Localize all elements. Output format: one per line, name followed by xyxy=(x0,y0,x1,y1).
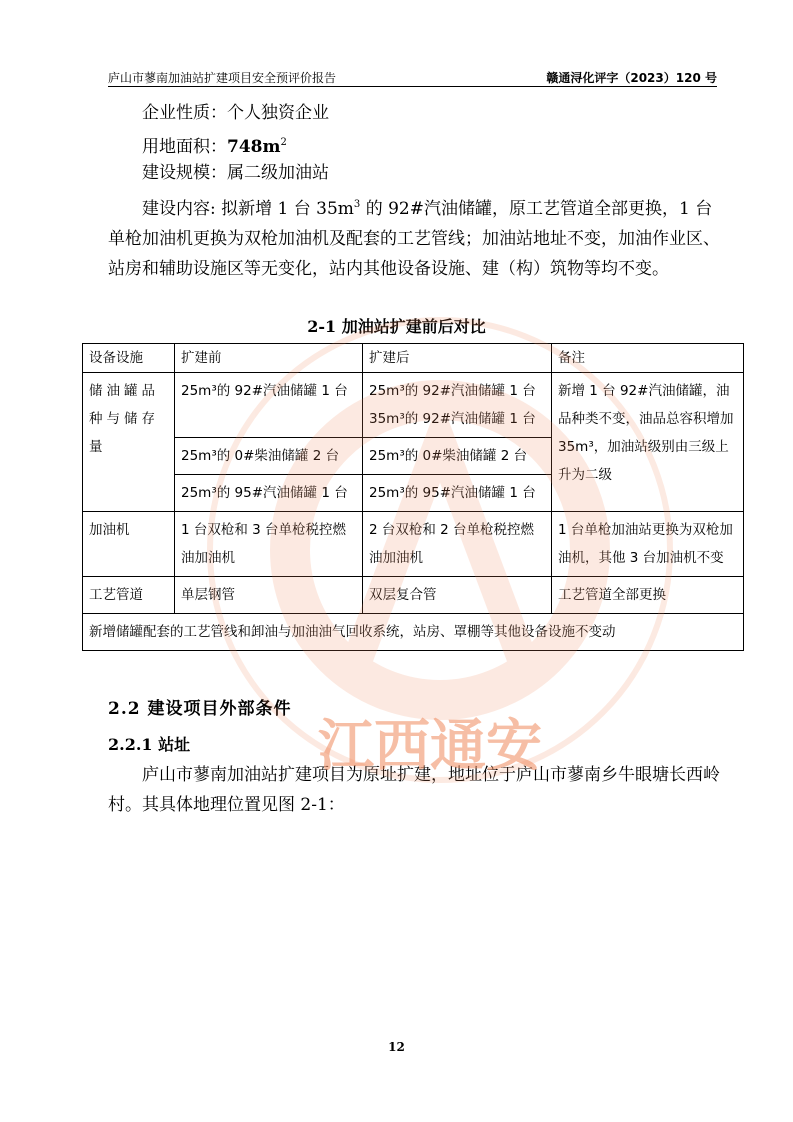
land-area xyxy=(108,128,720,162)
table-header-cell: 备注 xyxy=(552,344,744,373)
land-area-label: 用地面积： xyxy=(142,137,227,157)
table-row xyxy=(83,577,744,614)
header-report-number: 赣通浔化评字（2023）120 号 xyxy=(546,71,717,85)
tank-before-cell: 25m³的 95#汽油储罐 1 台 xyxy=(175,475,363,512)
tank-after-cell: 25m³的 92#汽油储罐 1 台 35m³的 92#汽油储罐 1 台 xyxy=(363,373,552,438)
land-area-value: 748m xyxy=(227,137,281,157)
table-caption: 2-1 加油站扩建前后对比 xyxy=(307,317,486,336)
dispenser-note-cell: 1 台单枪加油站更换为双枪加油机，其他 3 台加油机不变 xyxy=(552,512,744,577)
land-area-sup: 2 xyxy=(280,137,287,148)
watermark-text: 江西通安 xyxy=(318,714,542,779)
dispenser-after-cell: 2 台双枪和 2 台单枪税控燃油加油机 xyxy=(363,512,552,577)
tank-before-cell: 25m³的 92#汽油储罐 1 台 xyxy=(175,373,363,438)
table-row xyxy=(83,512,744,577)
dispenser-before-cell: 1 台双枪和 3 台单枪税控燃油加油机 xyxy=(175,512,363,577)
dispenser-label-cell: 加油机 xyxy=(83,512,175,577)
subsection-heading: 2.2.1 站址 xyxy=(108,735,191,754)
content-part-a: 建设内容: 拟新增 1 台 35m xyxy=(142,199,354,219)
pipe-note-cell: 工艺管道全部更换 xyxy=(552,577,744,614)
pipe-after-cell: 双层复合管 xyxy=(363,577,552,614)
pipe-before-cell: 单层钢管 xyxy=(175,577,363,614)
tank-after-cell: 25m³的 95#汽油储罐 1 台 xyxy=(363,475,552,512)
header-title: 庐山市蓼南加油站扩建项目安全预评价报告 xyxy=(108,71,337,85)
table-row xyxy=(83,614,744,651)
site-paragraph: 庐山市蓼南加油站扩建项目为原址扩建，地址位于庐山市蓼南乡牛眼塘长西岭村。其具体地理位置见图 2-1： xyxy=(108,765,720,815)
section-heading: 2.2 建设项目外部条件 xyxy=(108,699,292,719)
enterprise-nature: 企业性质：个人独资企业 xyxy=(142,103,329,123)
pipe-label-cell: 工艺管道 xyxy=(83,577,175,614)
tank-after-cell: 25m³的 0#柴油储罐 2 台 xyxy=(363,438,552,475)
page-number: 12 xyxy=(388,1040,405,1054)
construction-content xyxy=(108,190,720,284)
page-header xyxy=(108,66,717,87)
table-header-row xyxy=(83,344,744,373)
comparison-table xyxy=(82,343,744,651)
table-header-cell: 扩建后 xyxy=(363,344,552,373)
tank-label-cell: 储油罐品种与储存量 xyxy=(83,373,175,512)
table-row xyxy=(83,373,744,438)
content-part-b: 的 92#汽油储罐，原工艺管道全部更换，1 台单枪加油机更换为双枪加油机及配套的工艺管线；加油站地址不变，加油作业区、站房和辅助设施区等无变化，站内其他设备设施、建（构）筑物等均不变。 xyxy=(108,199,720,279)
construction-scale: 建设规模：属二级加油站 xyxy=(142,163,329,183)
table-header-cell: 扩建前 xyxy=(175,344,363,373)
table-header-cell: 设备设施 xyxy=(83,344,175,373)
tank-note-cell: 新增 1 台 92#汽油储罐，油品种类不变，油品总容积增加 35m³，加油站级别由三级上升为二级 xyxy=(552,373,744,512)
tank-before-cell: 25m³的 0#柴油储罐 2 台 xyxy=(175,438,363,475)
table-footer-cell: 新增储罐配套的工艺管线和卸油与加油油气回收系统，站房、罩棚等其他设备设施不变动 xyxy=(83,614,744,651)
content-sup: 3 xyxy=(353,199,361,210)
